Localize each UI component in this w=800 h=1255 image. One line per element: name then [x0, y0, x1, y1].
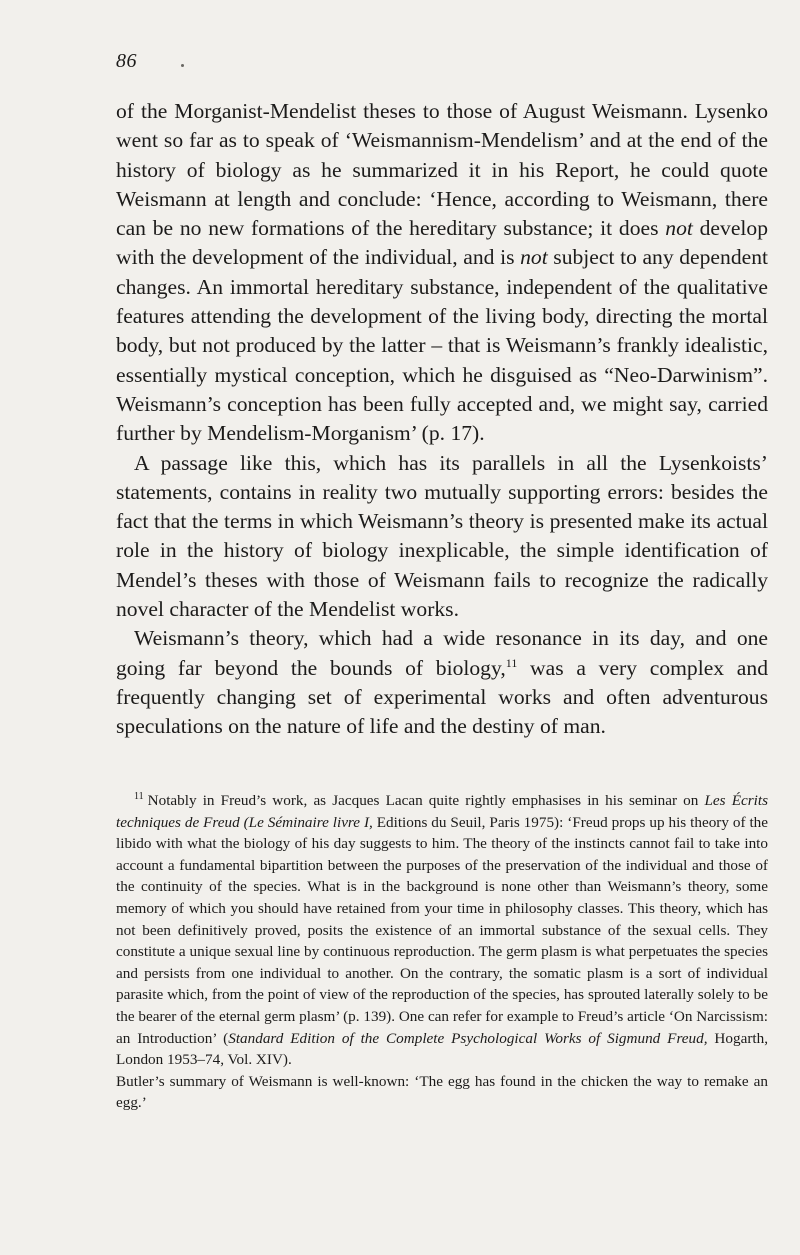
- page-mark: [181, 64, 184, 67]
- paragraph-2: A passage like this, which has its parallels in all the Lysenkoists’ statements, contains in reality two mutually supporting errors: besides the fact that the terms in which Weismann’s theory is presented make its actual role in the history of biology inexplicable, the simple identification of Mendel’s theses with those of Weismann fails to recognize the radically novel character of the Mendelist works.: [116, 450, 768, 622]
- book-title: Les Écrits techniques de Freud (Le Séminaire livre I,: [116, 792, 768, 831]
- paragraph-1: of the Morganist-Mendelist theses to those of August Weismann. Lysenko went so far as to speak of ‘Weismannism-Mendelism’ and at the end of the history of biology as he summarized it in his Report, he could quote Weismann at length and conclude: ‘Hence, according to Weismann, there can be no new formations of the hereditary substance; it does not develop with the development of the individual, and is not subject to any dependent changes. An immortal hereditary substance, independent of the qualitative features attending the development of the living body, directing the mortal body, but not produced by the latter – that is Weismann’s frankly idealistic, essentially mystical conception, which he disguised as “Neo-Darwinism”. Weismann’s conception has been fully accepted and, we might say, carried further by Mendelism-Morganism’ (p. 17).: [116, 99, 768, 446]
- footnote-11-continued: Butler’s summary of Weismann is well-known: ‘The egg has found in the chicken the way to remake an egg.’: [116, 1072, 768, 1112]
- footnotes: [116, 790, 768, 1114]
- footnote-marker: 11: [134, 790, 144, 802]
- page-number: 86: [116, 50, 137, 72]
- emphasis: not: [520, 245, 548, 270]
- paragraph-3: Weismann’s theory, which had a wide resonance in its day, and one going far beyond the bounds of biology,$^{11}$ was a very complex and frequently changing set of experimental works and often adventurous speculations on the nature of life and the destiny of man.: [116, 626, 768, 739]
- book-title: Standard Edition of the Complete Psychological Works of Sigmund Freud,: [228, 1029, 708, 1047]
- footnote-11: $^{11}$ Notably in Freud’s work, as Jacques Lacan quite rightly emphasises in his seminar on Les Écrits techniques de Freud (Le Séminaire livre I, Editions du Seuil, Paris 1975): ‘Freud props up his theory of the libido with what the biology of his day suggests to him. The theory of the instincts cannot fail to take into account a fundamental bipartition between the purposes of the preservation of the individual and those of the continuity of the species. What is in the background is none other than Weismann’s theory, some memory of which you should have retained from your time in philosophy classes. This theory, which has not been definitively proved, posits the existence of an immortal substance of the sexual cells. They constitute a unique sexual line by continuous reproduction. The germ plasm is what perpetuates the species and persists from one individual to another. On the contrary, the somatic plasm is a sort of individual parasite which, from the point of view of the reproduction of the species, has sprouted laterally solely to be the bearer of the eternal germ plasm’ (p. 139). One can refer for example to Freud’s article ‘On Narcissism: an Introduction’ (Standard Edition of the Complete Psychological Works of Sigmund Freud, Hogarth, London 1953–74, Vol. XIV).: [116, 790, 769, 1069]
- main-text: [116, 97, 768, 742]
- footnote-reference[interactable]: 11: [505, 655, 518, 670]
- emphasis: not: [665, 216, 693, 241]
